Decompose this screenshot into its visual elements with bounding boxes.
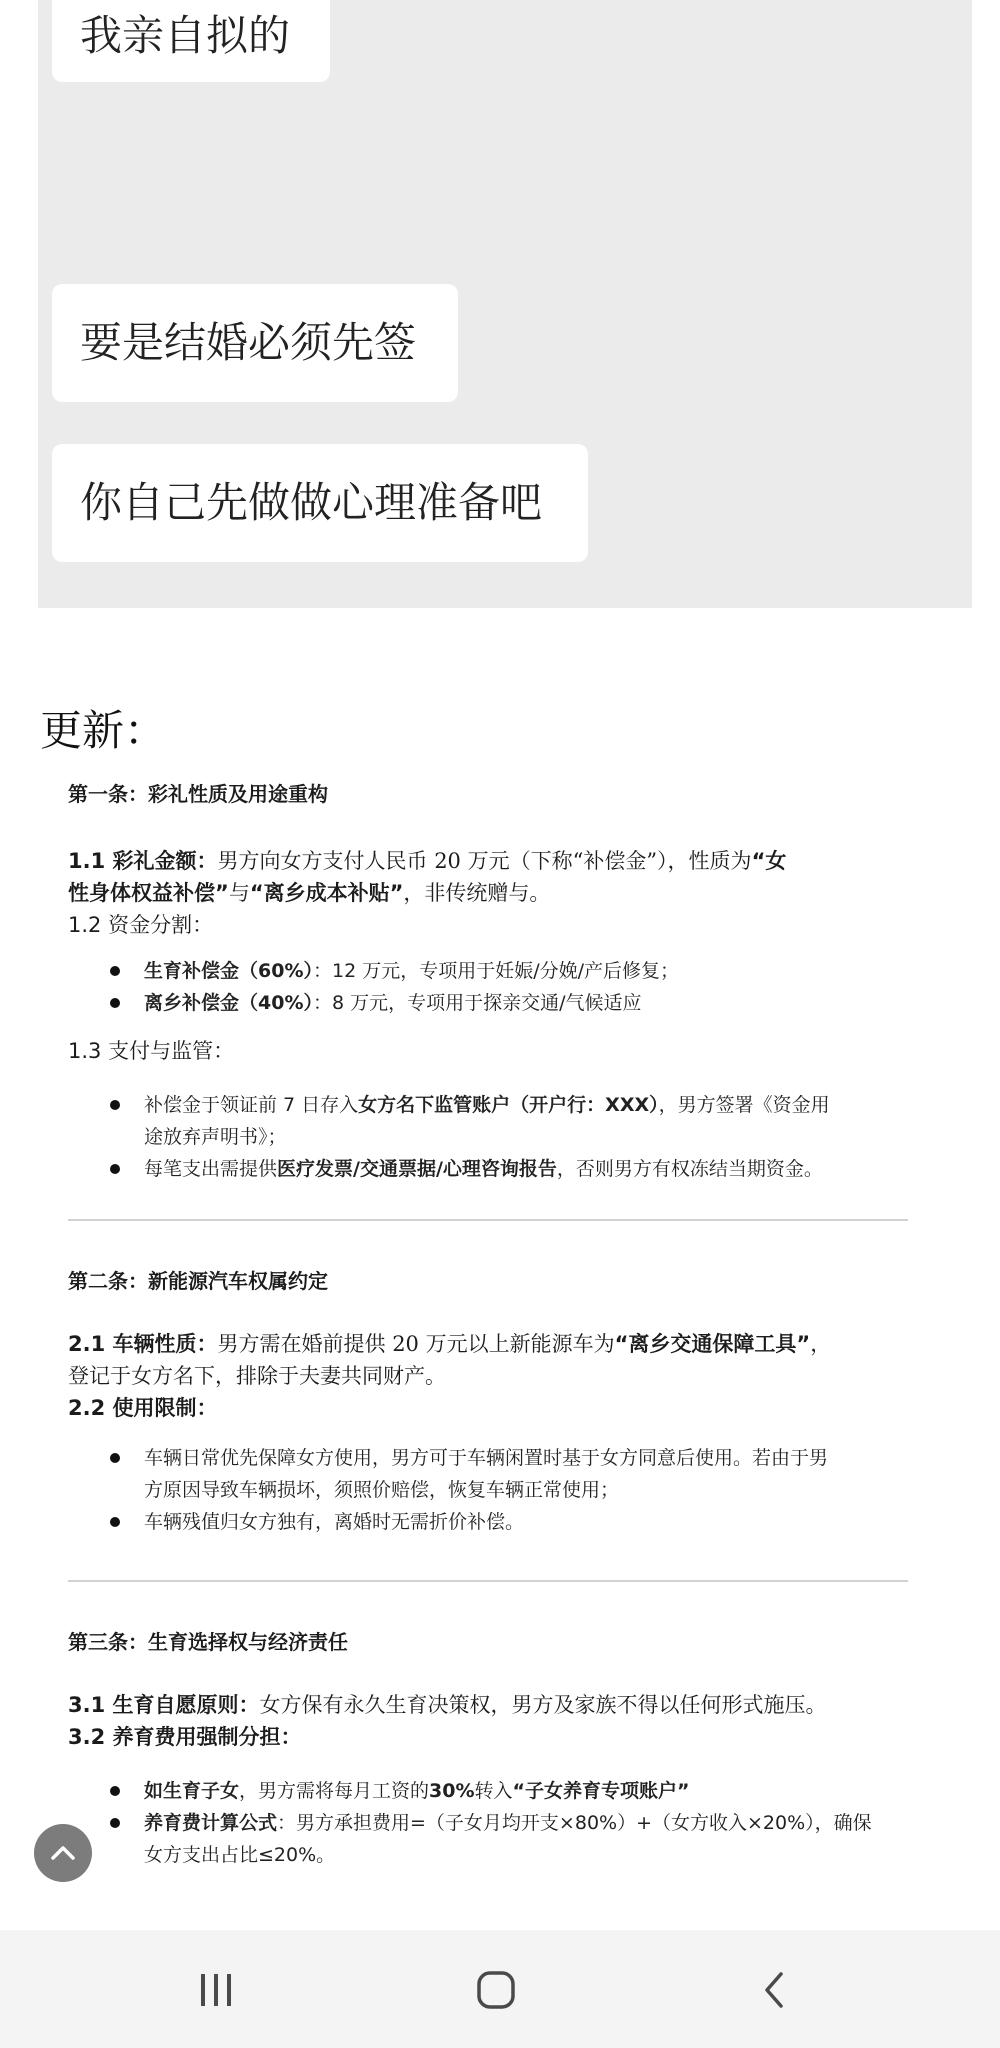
bullet-icon xyxy=(110,1100,120,1110)
article-title: 第二条：新能源汽车权属约定 xyxy=(68,1269,328,1293)
home-icon xyxy=(474,1968,518,2012)
scroll-up-button[interactable] xyxy=(34,1824,92,1882)
message-text: 你自己先做做心理准备吧 xyxy=(80,478,543,527)
clause-1-3: 1.3 支付与监管： xyxy=(68,1039,235,1063)
message-text: 要是结婚必须先签 xyxy=(80,318,417,367)
list-item: 车辆日常优先保障女方使用，男方可于车辆闲置时基于女方同意后使用。若由于男 方原因导致车辆损坏，须照价赔偿，恢复车辆正常使用； xyxy=(68,1442,918,1506)
clause-2-1-cont: 登记于女方名下，排除于夫妻共同财产。 xyxy=(68,1364,446,1388)
message-text: 我亲自拟的 xyxy=(80,11,291,60)
bullet-icon xyxy=(110,1453,120,1463)
list-item: 生育补偿金（60%）：12 万元，专项用于妊娠/分娩/产后修复； xyxy=(68,955,918,987)
back-button[interactable] xyxy=(744,1960,804,2020)
chat-bubble xyxy=(52,444,588,562)
chat-bubble xyxy=(52,284,458,402)
bullet-icon xyxy=(110,966,120,976)
bullet-list xyxy=(68,955,918,1019)
bullet-icon xyxy=(110,1164,120,1174)
bullet-icon xyxy=(110,998,120,1008)
list-item: 每笔支出需提供医疗发票/交通票据/心理咨询报告，否则男方有权冻结当期资金。 xyxy=(68,1153,918,1185)
home-button[interactable] xyxy=(466,1960,526,2020)
list-item: 离乡补偿金（40%）：8 万元，专项用于探亲交通/气候适应 xyxy=(68,987,918,1019)
navigation-bar xyxy=(0,1930,1000,2048)
clause-1-2: 1.2 资金分割： xyxy=(68,913,214,937)
agreement-document xyxy=(68,764,918,1871)
clause-1-1: 1.1 彩礼金额：男方向女方支付人民币 20 万元（下称“补偿金”），性质为“女 xyxy=(68,849,787,873)
article-title: 第三条：生育选择权与经济责任 xyxy=(68,1630,348,1654)
bullet-icon xyxy=(110,1786,120,1796)
recent-apps-button[interactable] xyxy=(186,1960,246,2020)
update-heading: 更新： xyxy=(40,706,167,755)
article-title: 第一条：彩礼性质及用途重构 xyxy=(68,782,328,806)
bullet-list xyxy=(68,1442,918,1538)
bullet-icon xyxy=(110,1818,120,1828)
bullet-list xyxy=(68,1089,918,1185)
clause-2-2: 2.2 使用限制： xyxy=(68,1396,218,1420)
chat-bubble xyxy=(52,0,330,82)
recent-apps-icon xyxy=(196,1972,236,2008)
list-item: 如生育子女，男方需将每月工资的30%转入“子女养育专项账户” xyxy=(68,1775,918,1807)
scroll-up-icon xyxy=(50,1845,76,1861)
list-item: 车辆残值归女方独有，离婚时无需折价补偿。 xyxy=(68,1506,918,1538)
back-icon xyxy=(759,1970,789,2010)
clause-1-1-cont: 性身体权益补偿”与“离乡成本补贴”，非传统赠与。 xyxy=(68,881,551,905)
clause-2-1: 2.1 车辆性质：男方需在婚前提供 20 万元以上新能源车为“离乡交通保障工具”， xyxy=(68,1332,832,1356)
chat-screenshot xyxy=(38,0,972,608)
clause-3-1: 3.1 生育自愿原则：女方保有永久生育决策权，男方及家族不得以任何形式施压。 xyxy=(68,1693,827,1717)
list-item: 养育费计算公式：男方承担费用=（子女月均开支×80%）+（女方收入×20%），确保 女方支出占比≤20%。 xyxy=(68,1807,918,1871)
bullet-icon xyxy=(110,1517,120,1527)
list-item: 补偿金于领证前 7 日存入女方名下监管账户（开户行：XXX），男方签署《资金用 途放弃声明书》； xyxy=(68,1089,918,1153)
clause-3-2: 3.2 养育费用强制分担： xyxy=(68,1725,302,1749)
bullet-list xyxy=(68,1775,918,1871)
